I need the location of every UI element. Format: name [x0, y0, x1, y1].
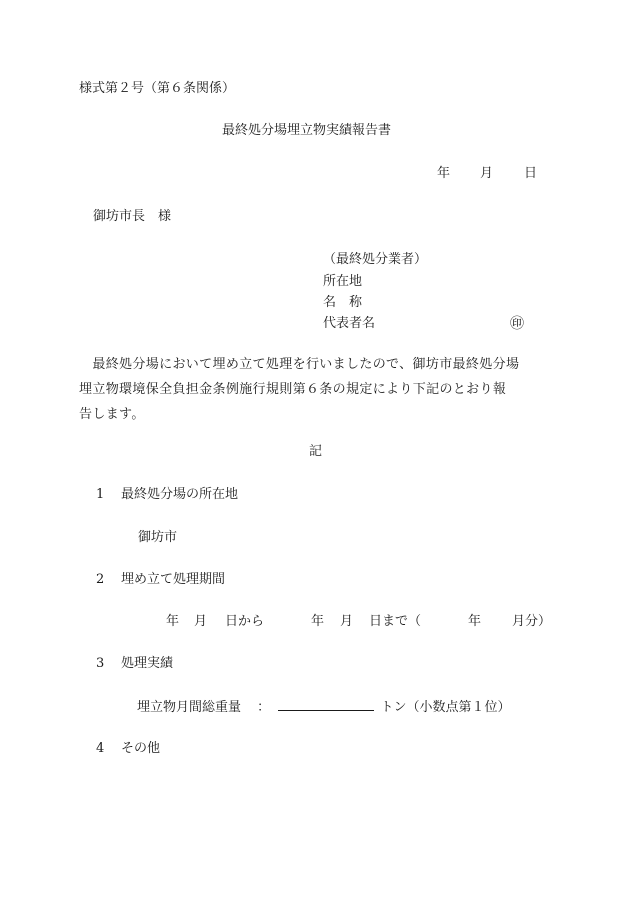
period-to-day: 日まで（ — [369, 614, 422, 629]
weight-entry-blank[interactable] — [278, 699, 374, 711]
period-to-month: 月 — [340, 614, 354, 629]
item-3-label: 処理実績 — [121, 656, 174, 671]
weight-unit-note: トン（小数点第１位） — [380, 700, 511, 715]
reporter-address-label: 所在地 — [323, 274, 363, 289]
period-from-day: 日から — [225, 614, 265, 629]
weight-colon: ： — [257, 700, 271, 715]
item-1-number: 1 — [96, 487, 105, 502]
item-2-label: 埋め立て処理期間 — [121, 572, 226, 587]
date-year: 年 — [437, 166, 451, 181]
form-label: 様式第２号（第６条関係） — [79, 81, 236, 96]
period-total-month: 月分） — [512, 614, 552, 629]
addressee: 御坊市長 様 — [93, 209, 172, 224]
body-line: 埋立物環境保全負担金条例施行規則第６条の規定により下記のとおり報 — [79, 382, 507, 397]
date-day: 日 — [524, 166, 538, 181]
period-from-month: 月 — [194, 614, 208, 629]
period-to-year: 年 — [311, 614, 325, 629]
reporter-heading: （最終処分業者） — [323, 252, 428, 267]
body-paragraph — [79, 352, 555, 427]
item-4-number: 4 — [96, 741, 105, 756]
ki-heading: 記 — [309, 444, 323, 459]
item-4-label: その他 — [121, 741, 161, 756]
period-total-year: 年 — [468, 614, 482, 629]
document-title: 最終処分場埋立物実績報告書 — [222, 123, 392, 138]
weight-row — [137, 699, 510, 714]
weight-label: 埋立物月間総重量 — [137, 700, 242, 715]
reporter-name-label: 名 称 — [323, 295, 363, 310]
body-line: 最終処分場において埋め立て処理を行いましたので、御坊市最終処分場 — [79, 357, 520, 372]
item-1-label: 最終処分場の所在地 — [121, 487, 239, 502]
item-1-value: 御坊市 — [138, 530, 178, 545]
item-2-number: 2 — [96, 572, 105, 587]
period-from-year: 年 — [166, 614, 180, 629]
date-month: 月 — [480, 166, 494, 181]
seal-mark: ㊞ — [510, 316, 524, 332]
reporter-representative-label: 代表者名 — [323, 316, 376, 331]
item-3-number: 3 — [96, 656, 105, 671]
body-line: 告します。 — [79, 407, 145, 422]
